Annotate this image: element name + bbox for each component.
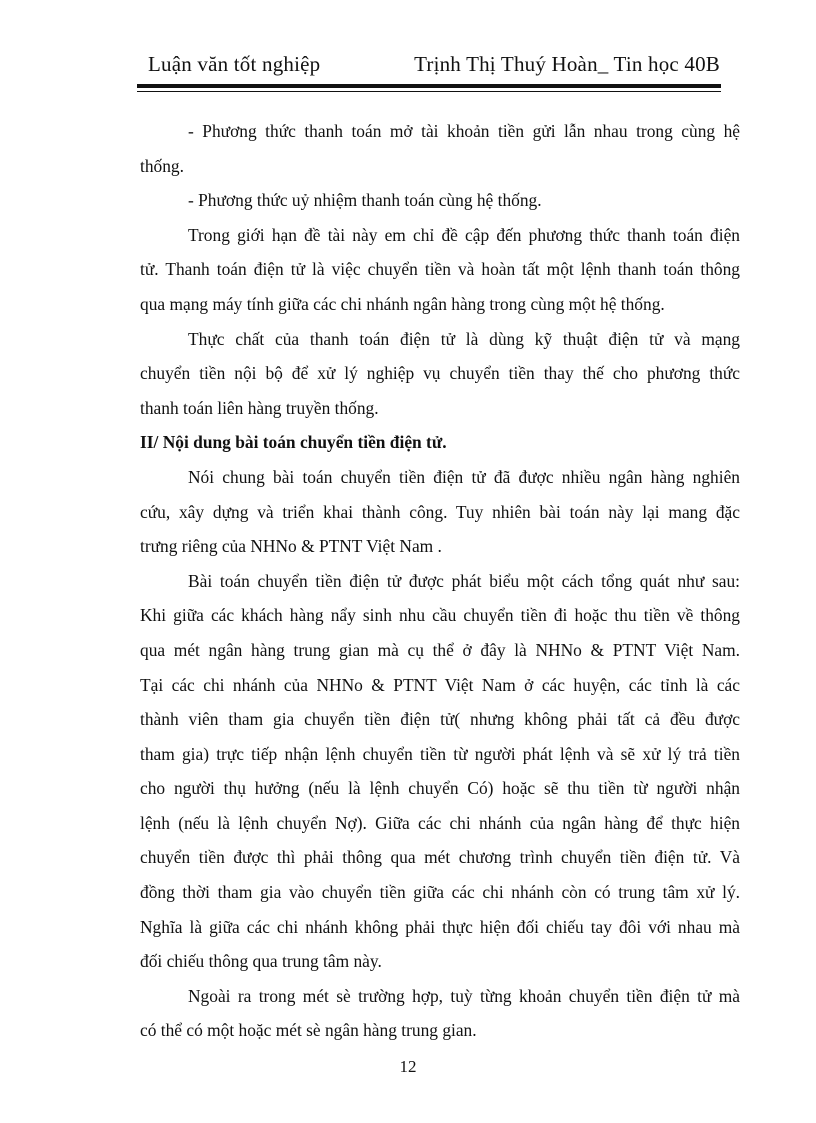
text-line: đồng thời tham gia vào chuyển tiền giữa các chi nhánh còn có trung tâm xử lý. [140,882,740,903]
section-heading: II/ Nội dung bài toán chuyển tiền điện tử. [140,432,447,453]
text-line: - Phương thức thanh toán mở tài khoản tiền gửi lẫn nhau trong cùng hệ [188,121,740,141]
text-line: qua mạng máy tính giữa các chi nhánh ngân hàng trong cùng một hệ thống. [140,293,665,314]
text-line: tử. Thanh toán điện tử là việc chuyển tiền và hoàn tất một lệnh thanh toán thông [140,259,740,280]
text-line: Trong giới hạn đề tài này em chỉ đề cập đến phương thức thanh toán điện [188,224,740,245]
text-line: cho người thụ hưởng (nếu là lệnh chuyển Có) hoặc sẽ thu tiền từ người nhận [140,778,740,799]
header-rule-thin [137,91,721,92]
text-line: Khi giữa các khách hàng nẩy sinh nhu cầu chuyển tiền đi hoặc thu tiền về thông [140,605,740,626]
text-line: Bài toán chuyển tiền điện tử được phát biểu một cách tổng quát như sau: [188,570,740,591]
text-line: Thực chất của thanh toán điện tử là dùng kỹ thuật điện tử và mạng [188,328,740,349]
text-line: Ngoài ra trong mét sè trường hợp, tuỳ từng khoản chuyển tiền điện tử mà [188,985,740,1006]
text-line: Nghĩa là giữa các chi nhánh không phải thực hiện đối chiếu tay đôi với nhau mà [140,916,740,937]
text-line: cứu, xây dựng và triển khai thành công. Tuy nhiên bài toán này lại mang đặc [140,501,740,522]
text-line: tham gia) trực tiếp nhận lệnh chuyển tiền từ người phát lệnh và sẽ xử lý trả tiền [140,743,740,764]
text-line: Tại các chi nhánh của NHNo & PTNT Việt Nam ở các huyện, các tỉnh là các [140,674,740,695]
text-line: có thể có một hoặc mét sè ngân hàng trung gian. [140,1020,477,1041]
text-line: chuyển tiền nội bộ để xử lý nghiệp vụ chuyển tiền thay thế cho phương thức [140,363,740,384]
header-rule-thick [137,84,721,88]
text-line: thành viên tham gia chuyển tiền điện tử( nhưng không phải tất cả đều được [140,709,740,730]
text-line: lệnh (nếu là lệnh chuyển Nợ). Giữa các chi nhánh của ngân hàng để thực hiện [140,812,740,833]
text-line: Nói chung bài toán chuyển tiền điện tử đã được nhiều ngân hàng nghiên [188,466,740,487]
page-number: 12 [399,1057,417,1076]
page-header [140,50,720,82]
text-line: qua mét ngân hàng trung gian mà cụ thể ở đây là NHNo & PTNT Việt Nam. [140,639,740,660]
text-line: thống. [140,155,184,176]
header-author: Trịnh Thị Thuý Hoàn_ Tin học 40B [414,52,720,76]
text-line: - Phương thức uỷ nhiệm thanh toán cùng hệ thống. [188,190,542,211]
text-line: đối chiếu thông qua trung tâm này. [140,951,382,972]
text-line: trưng riêng của NHNo & PTNT Việt Nam . [140,536,442,557]
body-text [140,114,740,1048]
header-thesis-title: Luận văn tốt nghiệp [148,52,321,76]
text-line: thanh toán liên hàng truyền thống. [140,397,379,418]
text-line: chuyển tiền được thì phải thông qua mét chương trình chuyển tiền điện tử. Và [140,847,740,868]
